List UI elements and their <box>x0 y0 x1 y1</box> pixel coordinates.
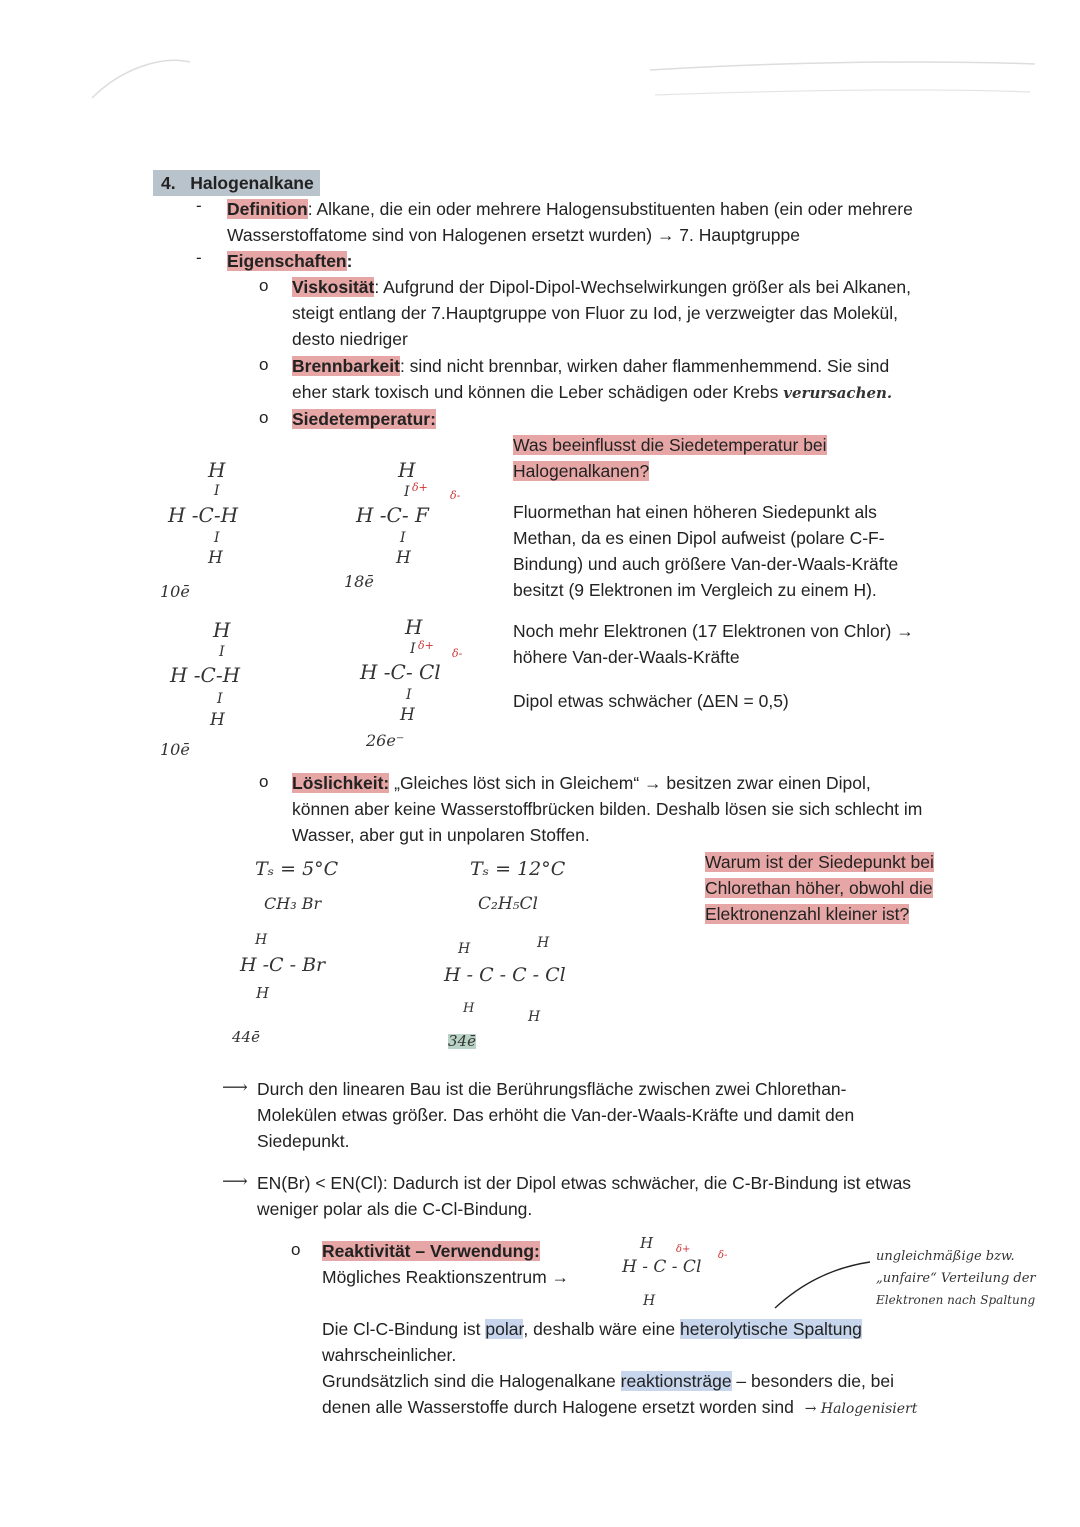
arrow-note2-line1: EN(Br) < EN(Cl): Dadurch ist der Dipol etwas schwächer, die C-Br-Bindung ist etwas <box>257 1173 912 1193</box>
viskositaet-line1: Viskosität: Aufgrund der Dipol-Dipol-Wechselwirkungen größer als bei Alkanen, <box>292 277 911 297</box>
bullet-circle: o <box>259 772 269 791</box>
reaktivitaet-line1: Mögliches Reaktionszentrum → <box>322 1267 570 1287</box>
viskositaet-line3: desto niedriger <box>292 329 408 349</box>
viskositaet-line2: steigt entlang der 7.Hauptgruppe von Fluor zu Iod, je verzweigter das Molekül, <box>292 303 899 323</box>
dash-marker: - <box>196 248 202 267</box>
boiling-question-line2: Halogenalkanen? <box>513 461 650 481</box>
boiling-answer-p1-l3: Bindung) und auch größere Van-der-Waals-Kräfte <box>513 554 899 574</box>
arrow-icon: ⟶ <box>222 1077 248 1098</box>
loeslichkeit-line3: Wasser, aber gut in unpolaren Stoffen. <box>292 825 590 845</box>
boiling-answer-p1-l2: Methan, da es einen Dipol aufweist (polare C-F- <box>513 528 885 548</box>
bromomethane-formula: CH₃ Br <box>264 894 322 913</box>
handwritten-verursachen: verursachen. <box>783 384 893 402</box>
bromomethane-electrons: 44ē <box>232 1028 260 1046</box>
arrow-note2-line2: weniger polar als die C-Cl-Bindung. <box>257 1199 533 1219</box>
dash-marker: - <box>196 196 202 215</box>
methane2-electrons: 10ē <box>160 740 190 759</box>
properties-heading: Eigenschaften: <box>227 251 353 271</box>
handwritten-halogenisiert: → Halogenisiert <box>804 1401 918 1417</box>
boiling-answer-p3: Dipol etwas schwächer (ΔEN = 0,5) <box>513 691 789 711</box>
why-question-line2: Chlorethan höher, obwohl die <box>705 878 933 898</box>
section-number: 4. <box>161 173 176 193</box>
why-question-line3: Elektronenzahl kleiner ist? <box>705 904 910 924</box>
boiling-answer-p2-l1: Noch mehr Elektronen (17 Elektronen von Chlor) → <box>513 621 914 641</box>
arrow-note1-line3: Siedepunkt. <box>257 1131 350 1151</box>
fluoromethane-electrons: 18ē <box>344 572 374 591</box>
bromomethane-ts: Tₛ = 5°C <box>255 858 339 880</box>
brennbarkeit-line1: Brennbarkeit: sind nicht brennbar, wirken daher flammenhemmend. Sie sind <box>292 356 890 376</box>
reactivity-line2: wahrscheinlicher. <box>322 1345 457 1365</box>
brennbarkeit-line2: eher stark toxisch und können die Leber schädigen oder Krebs verursachen. <box>292 382 893 402</box>
bullet-circle: o <box>259 276 269 295</box>
boiling-answer-p2-l2: höhere Van-der-Waals-Kräfte <box>513 647 740 667</box>
reactivity-line1: Die Cl-C-Bindung ist polar, deshalb wäre eine heterolytische Spaltung <box>322 1319 862 1339</box>
side-note-line3: Elektronen nach Spaltung <box>876 1293 1036 1307</box>
chloromethane-electrons: 26e⁻ <box>366 731 405 750</box>
arrow-note1-line1: Durch den linearen Bau ist die Berührungsfläche zwischen zwei Chlorethan- <box>257 1079 847 1099</box>
loeslichkeit-line1: Löslichkeit: „Gleiches löst sich in Gleichem“ → besitzen zwar einen Dipol, <box>292 773 871 793</box>
boiling-question-line1: Was beeinflusst die Siedetemperatur bei <box>513 435 827 455</box>
chloroethane-formula: C₂H₅Cl <box>478 894 538 914</box>
reaktivitaet-label: Reaktivität – Verwendung: <box>322 1241 540 1261</box>
bullet-circle: o <box>259 355 269 374</box>
methane-electrons: 10ē <box>160 582 190 601</box>
arrow-icon: ⟶ <box>222 1171 248 1192</box>
boiling-answer-p1-l4: besitzt (9 Elektronen im Vergleich zu einem H). <box>513 580 877 600</box>
definition-label: Definition <box>227 199 308 219</box>
section-title: Halogenalkane <box>190 173 314 193</box>
boiling-answer-p1-l1: Fluormethan hat einen höheren Siedepunkt als <box>513 502 877 522</box>
section-heading <box>153 170 320 196</box>
definition-line1: Definition: Alkane, die ein oder mehrere Halogensubstituenten haben (ein oder mehrere <box>227 199 913 219</box>
reactivity-line4: denen alle Wasserstoffe durch Halogene ersetzt worden sind → Halogenisiert <box>322 1397 918 1417</box>
bullet-circle: o <box>291 1240 301 1259</box>
side-note-line1: ungleichmäßige bzw. <box>876 1249 1015 1264</box>
why-question-line1: Warum ist der Siedepunkt bei <box>705 852 934 872</box>
loeslichkeit-line2: können aber keine Wasserstoffbrücken bilden. Deshalb lösen sie sich schlecht im <box>292 799 923 819</box>
reactivity-line3: Grundsätzlich sind die Halogenalkane reaktionsträge – besonders die, bei <box>322 1371 895 1391</box>
bullet-circle: o <box>259 408 269 427</box>
side-note-line2: „unfaire“ Verteilung der <box>876 1271 1036 1286</box>
definition-line2: Wasserstoffatome sind von Halogenen ersetzt wurden) → 7. Hauptgruppe <box>227 225 800 245</box>
chloroethane-ts: Tₛ = 12°C <box>470 858 566 880</box>
siedetemperatur-label: Siedetemperatur: <box>292 409 436 429</box>
chloroethane-electrons: 34ē <box>448 1032 476 1050</box>
arrow-note1-line2: Molekülen etwas größer. Das erhöht die Van-der-Waals-Kräfte und damit den <box>257 1105 855 1125</box>
